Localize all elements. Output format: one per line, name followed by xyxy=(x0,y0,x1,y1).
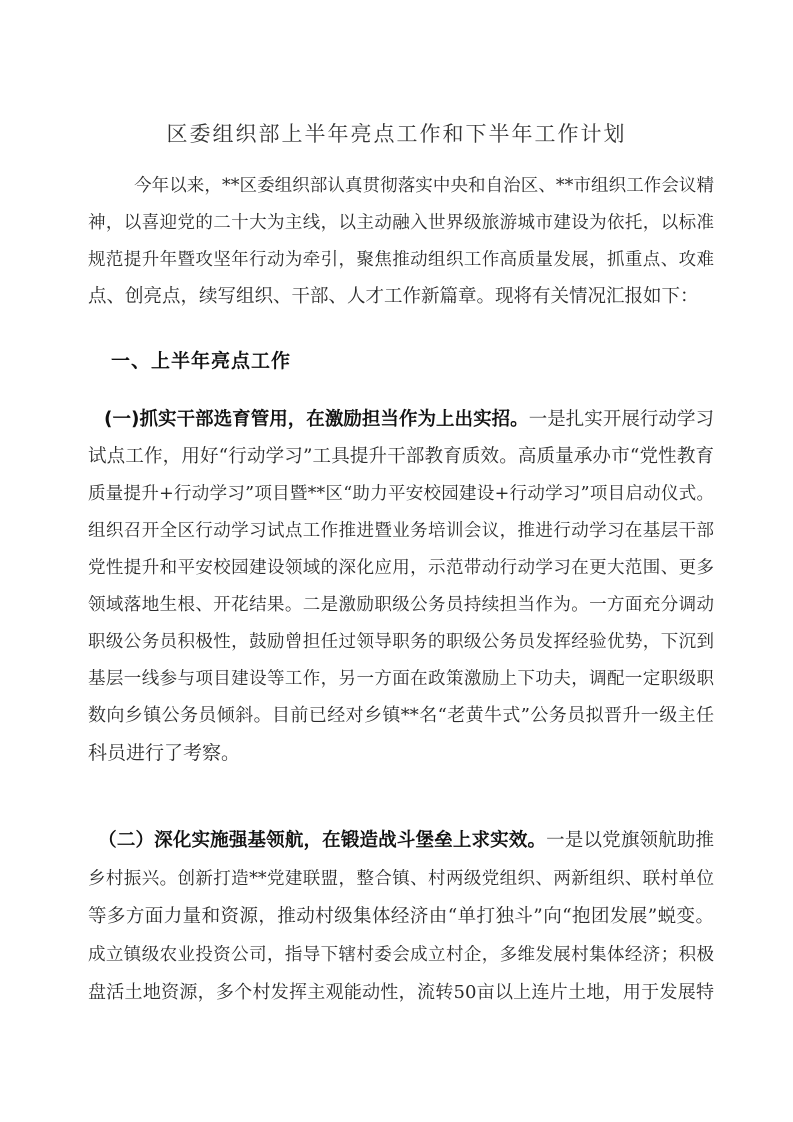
sub1-line: 职级公务员积极性，鼓励曾担任过领导职务的职级公务员发挥经验优势，下沉到 xyxy=(88,632,714,652)
section-heading: 一、上半年亮点工作 xyxy=(111,350,292,372)
sub1-line: 试点工作，用好“行动学习”工具提升干部教育质效。高质量承办市“党性教育 xyxy=(88,446,714,467)
intro-line xyxy=(88,174,714,198)
sub2-bold-lead: （二）深化实施强基领航，在锻造战斗堡垒上求实效。 xyxy=(98,830,547,851)
sub2-first-line xyxy=(88,829,714,853)
sub1-bold-lead: (一)抓实干部选育管用，在激励担当作为上出实招。 xyxy=(104,409,529,430)
sub1-first-line-rest: 一是扎实开展行动学习 xyxy=(528,409,714,430)
intro-line: 神，以喜迎党的二十大为主线，以主动融入世界级旅游城市建设为依托，以标准 xyxy=(88,213,714,233)
sub2-first-line-rest: 一是以党旗领航助推 xyxy=(546,830,714,851)
intro-line: 规范提升年暨攻坚年行动为牵引，聚焦推动组织工作高质量发展，抓重点、攻难 xyxy=(88,250,714,270)
sub1-line: 科员进行了考察。 xyxy=(88,742,241,764)
document-title: 区委组织部上半年亮点工作和下半年工作计划 xyxy=(166,122,627,146)
sub1-first-line xyxy=(88,408,714,432)
sub1-line: 领域落地生根、开花结果。二是激励职级公务员持续担当作为。一方面充分调动 xyxy=(88,595,714,615)
intro-line: 点、创亮点，续写组织、干部、人才工作新篇章。现将有关情况汇报如下： xyxy=(88,286,699,307)
sub1-line: 质量提升+行动学习”项目暨**区“助力平安校园建设+行动学习”项目启动仪式。 xyxy=(88,484,714,504)
sub2-line: 盘活土地资源，多个村发挥主观能动性，流转50亩以上连片土地，用于发展特 xyxy=(88,982,714,1003)
sub1-line: 组织召开全区行动学习试点工作推进暨业务培训会议，推进行动学习在基层干部 xyxy=(88,521,714,541)
sub1-line: 基层一线参与项目建设等工作，另一方面在政策激励上下功夫，调配一定职级职 xyxy=(88,669,714,689)
sub2-line: 等多方面力量和资源，推动村级集体经济由“单打独斗”向“抱团发展”蜕变。 xyxy=(88,906,714,927)
intro-line-text: 今年以来，**区委组织部认真贯彻落实中央和自治区、**市组织工作会议精 xyxy=(134,176,714,196)
sub2-line: 成立镇级农业投资公司，指导下辖村委会成立村企，多维发展村集体经济；积极 xyxy=(88,945,714,965)
sub2-line: 乡村振兴。创新打造**党建联盟，整合镇、村两级党组织、两新组织、联村单位 xyxy=(88,869,714,889)
sub1-line: 数向乡镇公务员倾斜。目前已经对乡镇**名“老黄牛式”公务员拟晋升一级主任 xyxy=(88,705,714,726)
sub1-line: 党性提升和平安校园建设领域的深化应用，示范带动行动学习在更大范围、更多 xyxy=(88,558,714,578)
